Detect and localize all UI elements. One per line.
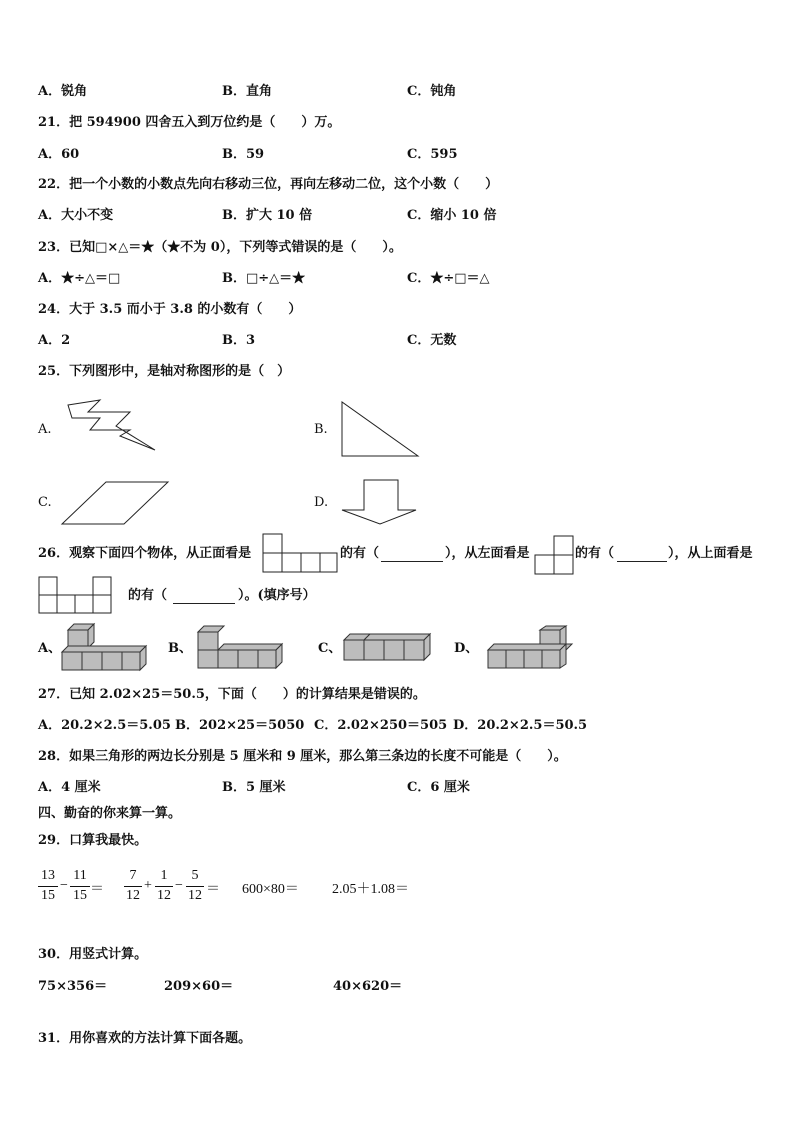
q28-option-c: C．6 厘米 [407, 780, 470, 795]
q26-text-part1: 26．观察下面四个物体，从正面看是 [38, 546, 252, 561]
q28-text: 28．如果三角形的两边长分别是 5 厘米和 9 厘米，那么第三条边的长度不可能是（ ）。 [38, 749, 567, 764]
q30-expression-3: 40×620＝ [333, 979, 403, 994]
q24-option-c: C．无数 [407, 333, 457, 348]
q21-option-b: B．59 [222, 147, 265, 162]
cube-stack-c [340, 630, 432, 664]
fraction-5-bar [186, 886, 204, 887]
q22-option-a: A．大小不变 [38, 208, 114, 223]
fraction-2-denominator: 15 [73, 888, 87, 903]
cube-stack-b [196, 624, 282, 672]
down-arrow-figure [340, 478, 420, 526]
q23-option-a: A．★÷△＝□ [38, 271, 121, 286]
fraction-3-denominator: 12 [126, 888, 140, 903]
q27-option-d: D．20.2×2.5＝50.5 [453, 718, 588, 733]
q22-option-c: C．缩小 10 倍 [407, 208, 497, 223]
lightning-shape-figure [60, 400, 160, 456]
minus-sign: − [60, 878, 68, 893]
fraction-5-numerator: 5 [191, 868, 199, 883]
q29-expression-3: 600×80＝ [242, 882, 299, 897]
q27-option-b: B．202×25＝5050 [175, 718, 305, 733]
cube-stack-d [484, 624, 576, 672]
cube-stack-a [60, 622, 146, 674]
q27-text: 27．已知 2.02×25＝50.5，下面（ ）的计算结果是错误的。 [38, 687, 426, 702]
q26-answer-blank-3[interactable] [173, 603, 235, 604]
q28-option-a: A．4 厘米 [38, 780, 101, 795]
q20-option-b: B．直角 [222, 84, 272, 99]
minus-sign-2: − [175, 878, 183, 893]
q30-expression-1: 75×356＝ [38, 979, 108, 994]
left-view-figure [534, 535, 574, 575]
fraction-3-numerator: 7 [129, 868, 137, 883]
q26-text-part3: ），从左面看是 [445, 546, 530, 561]
q26-option-b-label: B、 [168, 641, 192, 656]
q30-text: 30．用竖式计算。 [38, 947, 148, 962]
fraction-4-bar [155, 886, 173, 887]
q23-text: 23．已知□×△＝★（★不为 0），下列等式错误的是（ ）。 [38, 240, 402, 255]
front-view-figure [262, 533, 338, 573]
q29-text: 29．口算我最快。 [38, 833, 148, 848]
q20-option-c: C．钝角 [407, 84, 457, 99]
parallelogram-figure [60, 480, 172, 526]
q21-text: 21．把 594900 四舍五入到万位约是（ ）万。 [38, 115, 341, 130]
q27-option-a: A．20.2×2.5＝5.05 [38, 718, 171, 733]
q22-text: 22．把一个小数的小数点先向右移动三位，再向左移动二位，这个小数（ ） [38, 177, 499, 192]
equals-sign-2: ＝ [206, 882, 220, 897]
top-view-figure [38, 576, 114, 614]
q25-text: 25．下列图形中，是轴对称图形的是（ ） [38, 364, 291, 379]
fraction-2-numerator: 11 [73, 868, 87, 883]
fraction-1-bar [38, 886, 58, 887]
q26-option-d-label: D、 [454, 641, 479, 656]
section-4-title: 四、勤奋的你来算一算。 [38, 806, 182, 821]
fraction-4-denominator: 12 [157, 888, 171, 903]
equals-sign: ＝ [90, 882, 104, 897]
q21-option-c: C．595 [407, 147, 458, 162]
q20-option-a: A．锐角 [38, 84, 88, 99]
fraction-1-denominator: 15 [41, 888, 55, 903]
fraction-3-bar [124, 886, 142, 887]
q24-option-a: A．2 [38, 333, 71, 348]
q27-option-c: C．2.02×250＝505 [314, 718, 448, 733]
right-triangle-figure [338, 400, 422, 460]
q30-expression-2: 209×60＝ [164, 979, 234, 994]
q23-option-b: B．□÷△＝★ [222, 271, 306, 286]
q26-text-part7: ）。(填序号） [238, 588, 316, 603]
q24-option-b: B．3 [222, 333, 256, 348]
q26-text-part5: ），从上面看是 [668, 546, 753, 561]
plus-sign: + [144, 878, 152, 893]
q24-text: 24．大于 3.5 而小于 3.8 的小数有（ ） [38, 302, 302, 317]
q26-text-part4: 的有（ [575, 546, 615, 561]
q25-option-b-label: B. [314, 422, 328, 437]
q31-text: 31．用你喜欢的方法计算下面各题。 [38, 1031, 252, 1046]
q21-option-a: A．60 [38, 147, 80, 162]
fraction-5-denominator: 12 [188, 888, 202, 903]
fraction-1-numerator: 13 [41, 868, 55, 883]
q29-expression-4: 2.05＋1.08＝ [332, 882, 409, 897]
q25-option-d-label: D. [314, 495, 329, 510]
fraction-2-bar [70, 886, 90, 887]
q26-text-part2: 的有（ [340, 546, 380, 561]
q26-answer-blank-1[interactable] [381, 561, 443, 562]
q28-option-b: B．5 厘米 [222, 780, 286, 795]
q25-option-a-label: A. [38, 422, 52, 437]
q22-option-b: B．扩大 10 倍 [222, 208, 313, 223]
q26-answer-blank-2[interactable] [617, 561, 667, 562]
fraction-4-numerator: 1 [160, 868, 168, 883]
q26-option-c-label: C、 [318, 641, 342, 656]
q26-option-a-label: A、 [38, 641, 62, 656]
q23-option-c: C．★÷□＝△ [407, 271, 490, 286]
q25-option-c-label: C. [38, 495, 52, 510]
q26-text-part6: 的有（ [128, 588, 168, 603]
